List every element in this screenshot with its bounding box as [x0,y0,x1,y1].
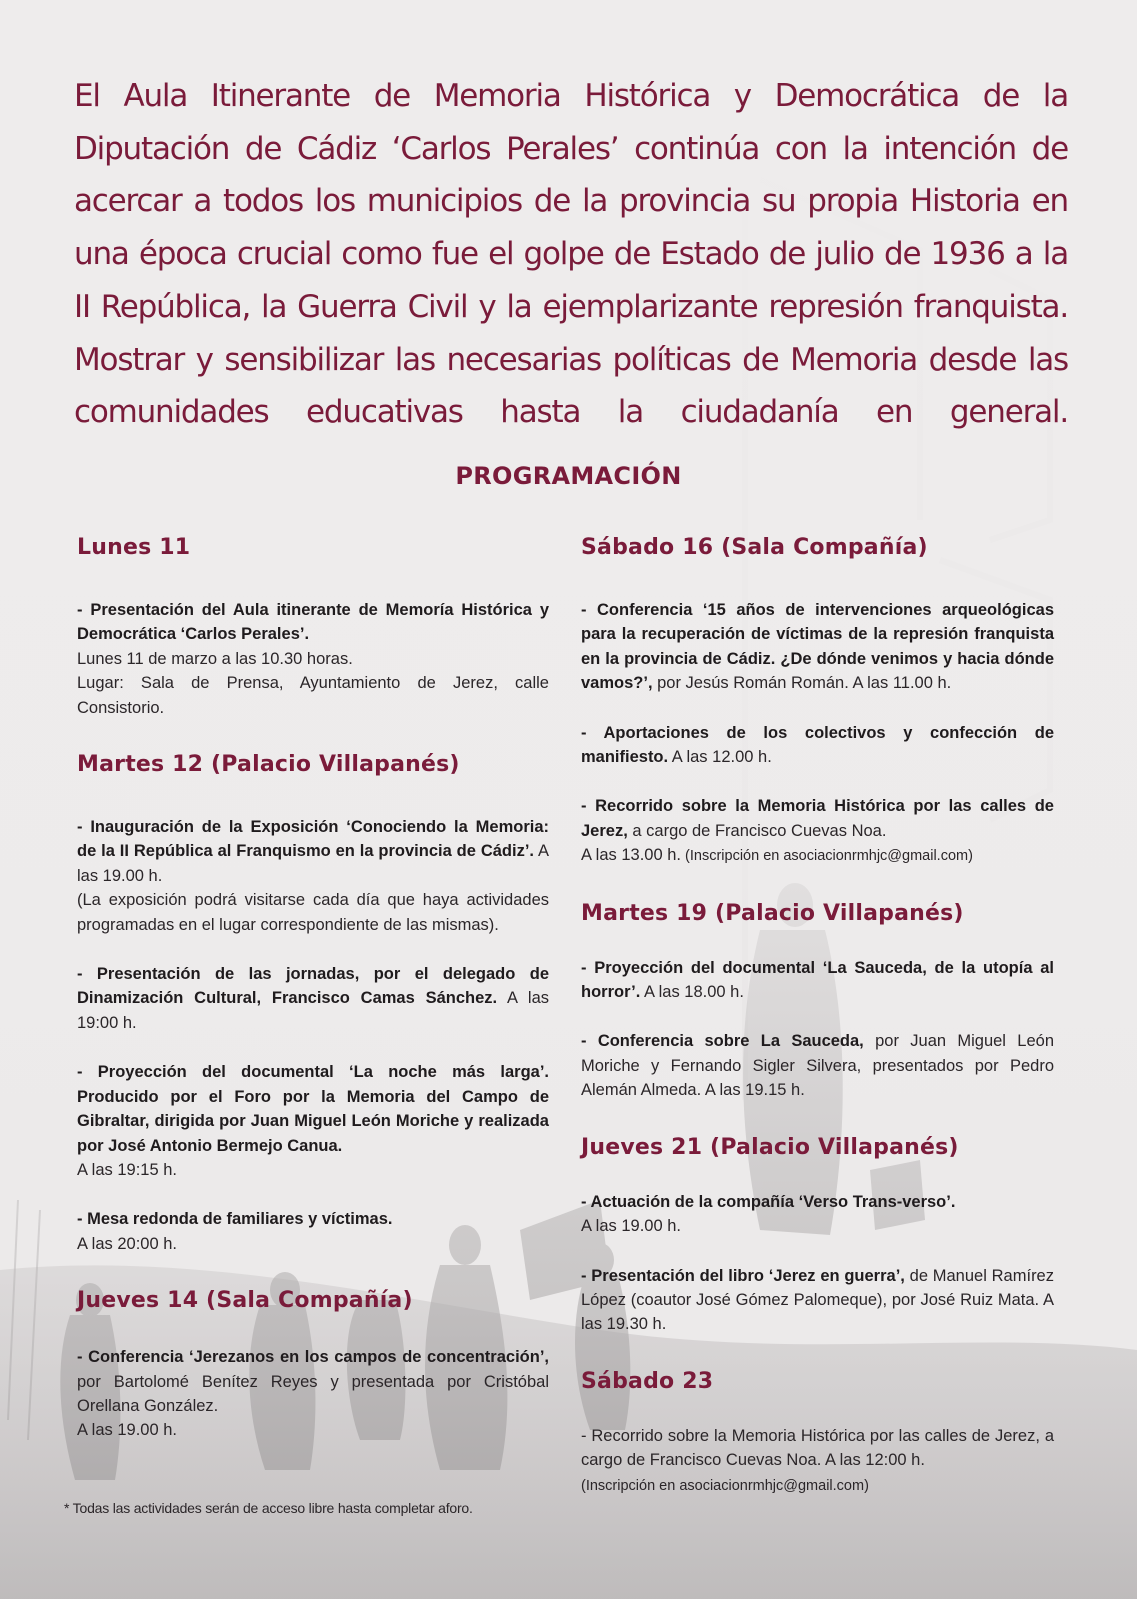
event-time: A las 19:00 h. [77,989,550,1032]
day-heading-jueves-21: Jueves 21 (Palacio Villapanés) [581,1134,959,1160]
right-column [581,528,1054,1523]
event-inauguracion-exposicion [77,815,549,937]
event-actuacion-verso [581,1190,1054,1239]
event-conferencia-jerezanos [77,1345,549,1443]
intro-paragraph: El Aula Itinerante de Memoria Histórica y Democrática de la Diputación de Cádiz ‘Carlos Perales’ continúa con la intención de acercar a todos los municipios de la provincia su propia Historia en una época crucial como fue el golpe de Estado de julio de 1936 a la II República, la Guerra Civil y la ejemplarizante represión franquista. Mostrar y sensibilizar las necesarias políticas de Memoria desde las comunidades educativas hasta la ciudadanía en general. [74,78,1068,431]
day-heading-lunes-11: Lunes 11 [77,535,191,560]
left-column [77,528,549,1468]
event-detail: por Bartolomé Benítez Reyes y presentada por Cristóbal Orellana González. [77,1372,549,1415]
event-title: - Conferencia ‘15 años de intervenciones arqueológicas para la recuperación de víctimas de la represión franquista en la provincia de Cádiz. ¿De dónde venimos y hacia dónde vamos?’, [581,601,1054,693]
event-title: - Mesa redonda de familiares y víctimas. [77,1210,393,1229]
day-heading-sabado-16: Sábado 16 (Sala Compañía) [581,535,928,560]
event-detail: - Recorrido sobre la Memoria Histórica por las calles de Jerez, a cargo de Francisco Cuevas Noa. A las 12:00 h. [581,1426,1054,1470]
event-title: - Proyección del documental ‘La Sauceda, de la utopía al horror’. [581,958,1054,1002]
event-detail: a cargo de Francisco Cuevas Noa. [627,821,887,840]
event-conferencia-sauceda [581,1029,1054,1102]
day-heading-martes-12: Martes 12 (Palacio Villapanés) [77,752,460,778]
event-title: - Proyección del documental ‘La noche más larga’. Producido por el Foro por la Memoria del Campo de Gibraltar, dirigida por Juan Miguel León Moriche y realizada por José Antonio Bermejo Canua. [77,1063,549,1155]
event-mesa-redonda [77,1207,549,1256]
event-detail: por Juan Miguel León Moriche y Fernando Sigler Silvera, presentados por Pedro Alemán Almeda. A las 19.15 h. [581,1032,1054,1100]
event-detail: de Manuel Ramírez López (coautor José Gómez Palomeque), por José Ruiz Mata. A las 19.30 h. [581,1266,1054,1334]
event-time: A las 20:00 h. [77,1234,177,1253]
event-title: - Presentación del Aula itinerante de Memoría Histórica y Democrática ‘Carlos Perales’. [77,601,549,644]
day-heading-martes-19: Martes 19 (Palacio Villapanés) [581,900,964,926]
event-time: A las 12.00 h. [668,748,772,767]
event-title: - Aportaciones de los colectivos y confección de manifiesto. [581,723,1054,767]
event-date: Lunes 11 de marzo a las 10.30 horas. [77,649,353,668]
event-title: - Actuación de la compañía ‘Verso Trans-verso’. [581,1192,956,1211]
event-title: - Presentación de las jornadas, por el delegado de Dinamización Cultural, Francisco Camas Sánchez. [77,965,549,1008]
event-registration: (Inscripción en asociacionrmhjc@gmail.com) [581,1477,869,1494]
event-presentacion-aula [77,598,549,720]
event-title: - Presentación del libro ‘Jerez en guerra’, [581,1266,905,1285]
day-heading-jueves-14: Jueves 14 (Sala Compañía) [77,1288,413,1314]
footnote: * Todas las actividades serán de acceso libre hasta completar aforo. [64,1500,473,1516]
event-proyeccion-noche-mas-larga [77,1060,549,1182]
event-presentacion-libro [581,1264,1054,1337]
event-place: Lugar: Sala de Prensa, Ayuntamiento de Jerez, calle Consistorio. [77,674,549,717]
event-title: - Conferencia ‘Jerezanos en los campos de concentración’, [77,1348,549,1367]
event-time: A las 19.00 h. [77,1421,177,1440]
event-aportaciones-colectivos [581,721,1054,770]
event-note: (La exposición podrá visitarse cada día que haya actividades programadas en el lugar correspondiente de las mismas). [77,891,549,934]
event-presentacion-jornadas [77,962,549,1035]
event-time: A las 18.00 h. [640,983,744,1002]
event-time: A las 19.00 h. [581,1217,681,1236]
event-title: - Recorrido sobre la Memoria Histórica por las calles de Jerez, [581,797,1054,840]
event-detail: por Jesús Román Román. A las 11.00 h. [652,674,952,693]
day-heading-sabado-23: Sábado 23 [581,1368,714,1394]
event-conferencia-15-anos [581,598,1054,696]
event-proyeccion-sauceda [581,956,1054,1005]
event-title: - Conferencia sobre La Sauceda, [581,1032,864,1051]
event-time: A las 19.00 h. [77,842,549,885]
event-time: A las 19:15 h. [77,1160,177,1179]
event-time: A las 13.00 h. [581,846,681,865]
event-title: - Inauguración de la Exposición ‘Conociendo la Memoria: de la II República al Franquismo en la provincia de Cádiz’. [77,818,549,861]
event-recorrido-sabado-23 [581,1424,1054,1498]
event-recorrido-memoria [581,794,1054,868]
event-registration: (Inscripción en asociacionrmhjc@gmail.com) [681,848,973,865]
programacion-title: PROGRAMACIÓN [455,462,682,490]
